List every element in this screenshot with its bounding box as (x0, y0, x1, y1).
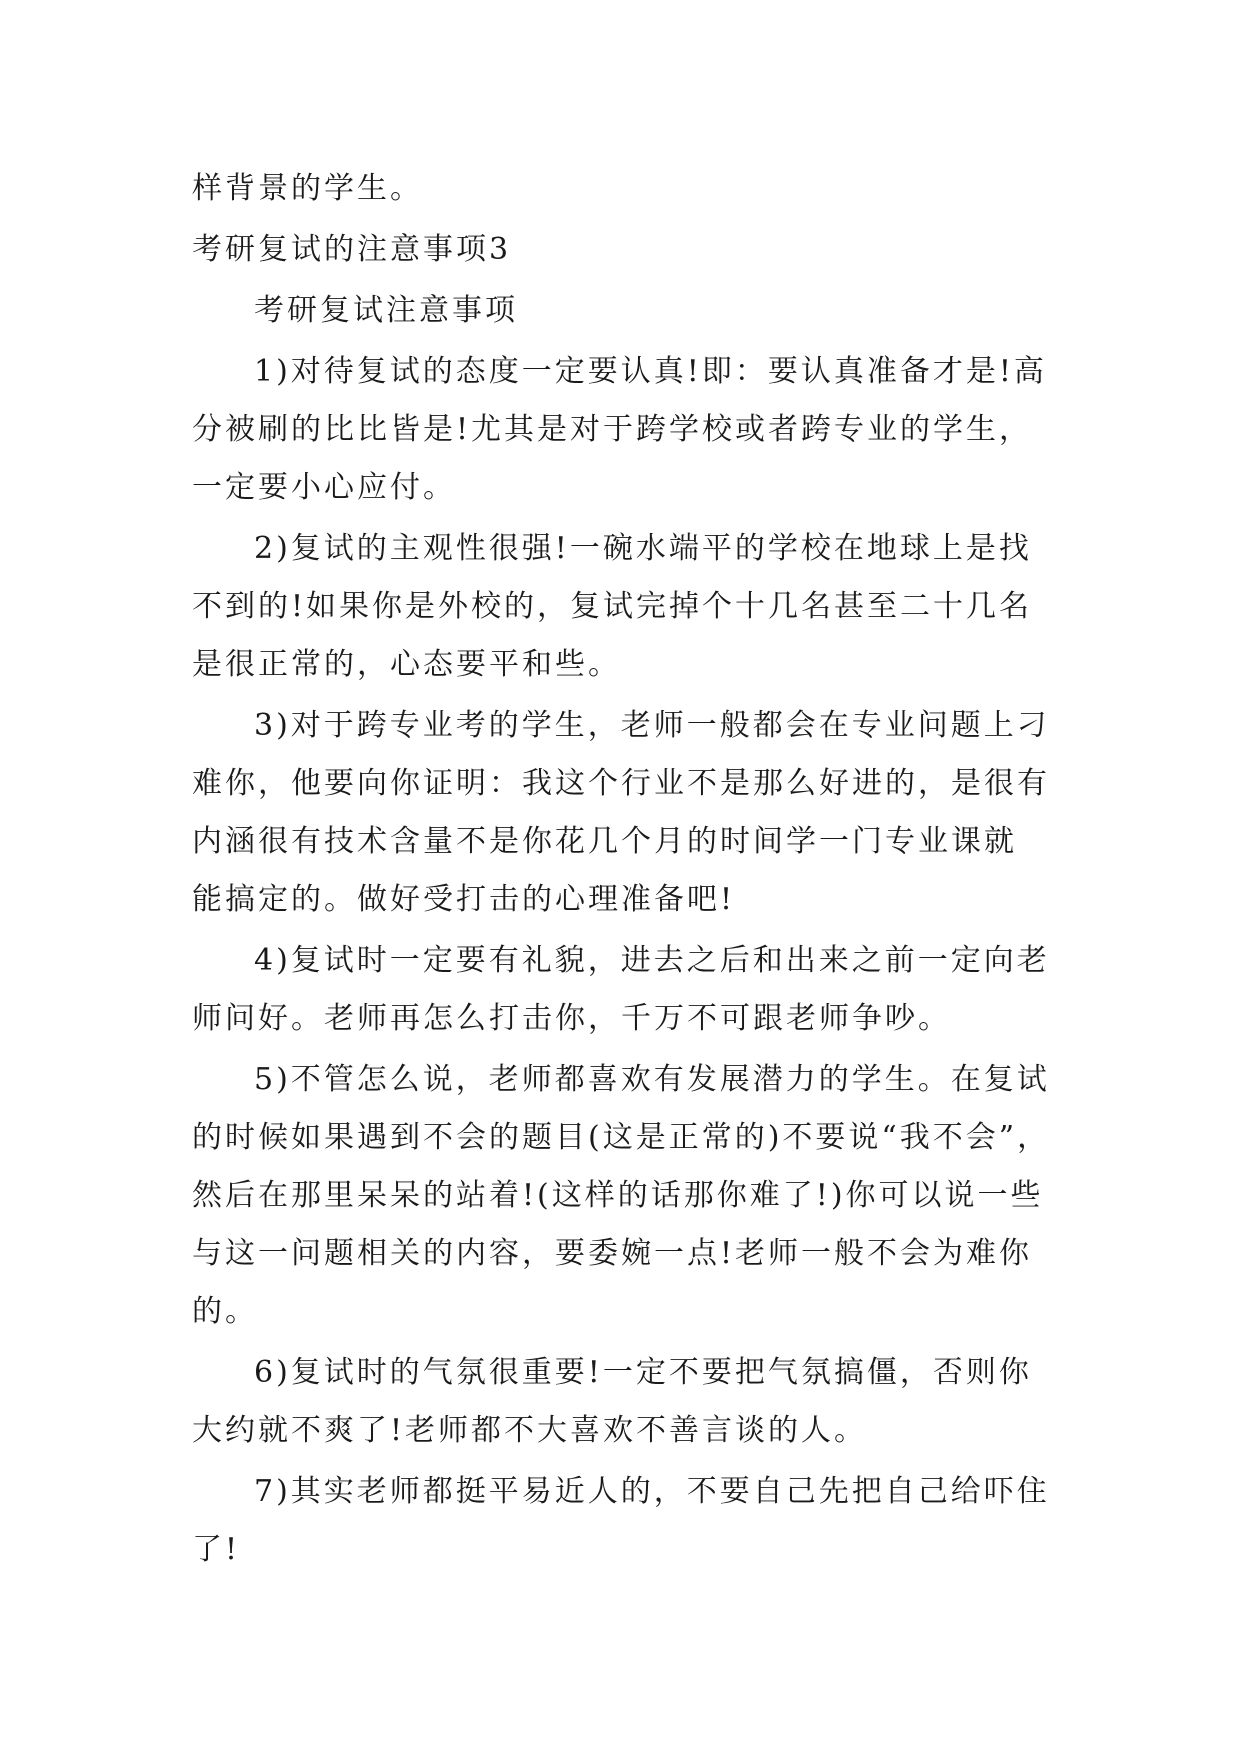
text-line: 1)对待复试的态度一定要认真!即：要认真准备才是!高 (254, 354, 1047, 389)
text-line: 然后在那里呆呆的站着!(这样的话那你难了!)你可以说一些 (192, 1178, 1044, 1213)
text-line: 考研复试注意事项 (254, 293, 518, 328)
paragraph (192, 1051, 1072, 1341)
text-line: 分被刷的比比皆是!尤其是对于跨学校或者跨专业的学生， (192, 412, 1033, 447)
text-line: 了! (192, 1532, 241, 1567)
text-line: 4)复试时一定要有礼貌，进去之后和出来之前一定向老 (254, 943, 1050, 978)
text-line: 一定要小心应付。 (192, 470, 456, 505)
text-line: 的时候如果遇到不会的题目(这是正常的)不要说“我不会”， (192, 1120, 1051, 1155)
paragraph (192, 221, 1072, 279)
text-line: 能搞定的。做好受打击的心理准备吧! (192, 882, 736, 917)
paragraph (192, 520, 1072, 694)
text-line: 6)复试时的气氛很重要!一定不要把气氛搞僵，否则你 (254, 1355, 1032, 1390)
paragraph (192, 160, 1072, 218)
document-body (192, 160, 1072, 1579)
text-line: 7)其实老师都挺平易近人的，不要自己先把自己给吓住 (254, 1474, 1050, 1509)
text-line: 样背景的学生。 (192, 171, 423, 206)
text-line: 不到的!如果你是外校的，复试完掉个十几名甚至二十几名 (192, 589, 1033, 624)
text-line: 师问好。老师再怎么打击你，千万不可跟老师争吵。 (192, 1001, 951, 1036)
paragraph (192, 932, 1072, 1048)
text-line: 5)不管怎么说，老师都喜欢有发展潜力的学生。在复试 (254, 1062, 1050, 1097)
paragraph (192, 282, 1072, 340)
text-line: 内涵很有技术含量不是你花几个月的时间学一门专业课就 (192, 824, 1017, 859)
text-line: 3)对于跨专业考的学生，老师一般都会在专业问题上刁 (254, 708, 1050, 743)
text-line: 大约就不爽了!老师都不大喜欢不善言谈的人。 (192, 1413, 868, 1448)
text-line: 与这一问题相关的内容，要委婉一点!老师一般不会为难你 (192, 1236, 1033, 1271)
paragraph (192, 1344, 1072, 1460)
text-line: 的。 (192, 1294, 258, 1329)
text-line: 考研复试的注意事项3 (192, 232, 512, 267)
text-line: 是很正常的，心态要平和些。 (192, 647, 621, 682)
text-line: 难你，他要向你证明：我这个行业不是那么好进的，是很有 (192, 766, 1050, 801)
paragraph (192, 343, 1072, 517)
paragraph (192, 1463, 1072, 1579)
paragraph (192, 697, 1072, 929)
text-line: 2)复试的主观性很强!一碗水端平的学校在地球上是找 (254, 531, 1032, 566)
